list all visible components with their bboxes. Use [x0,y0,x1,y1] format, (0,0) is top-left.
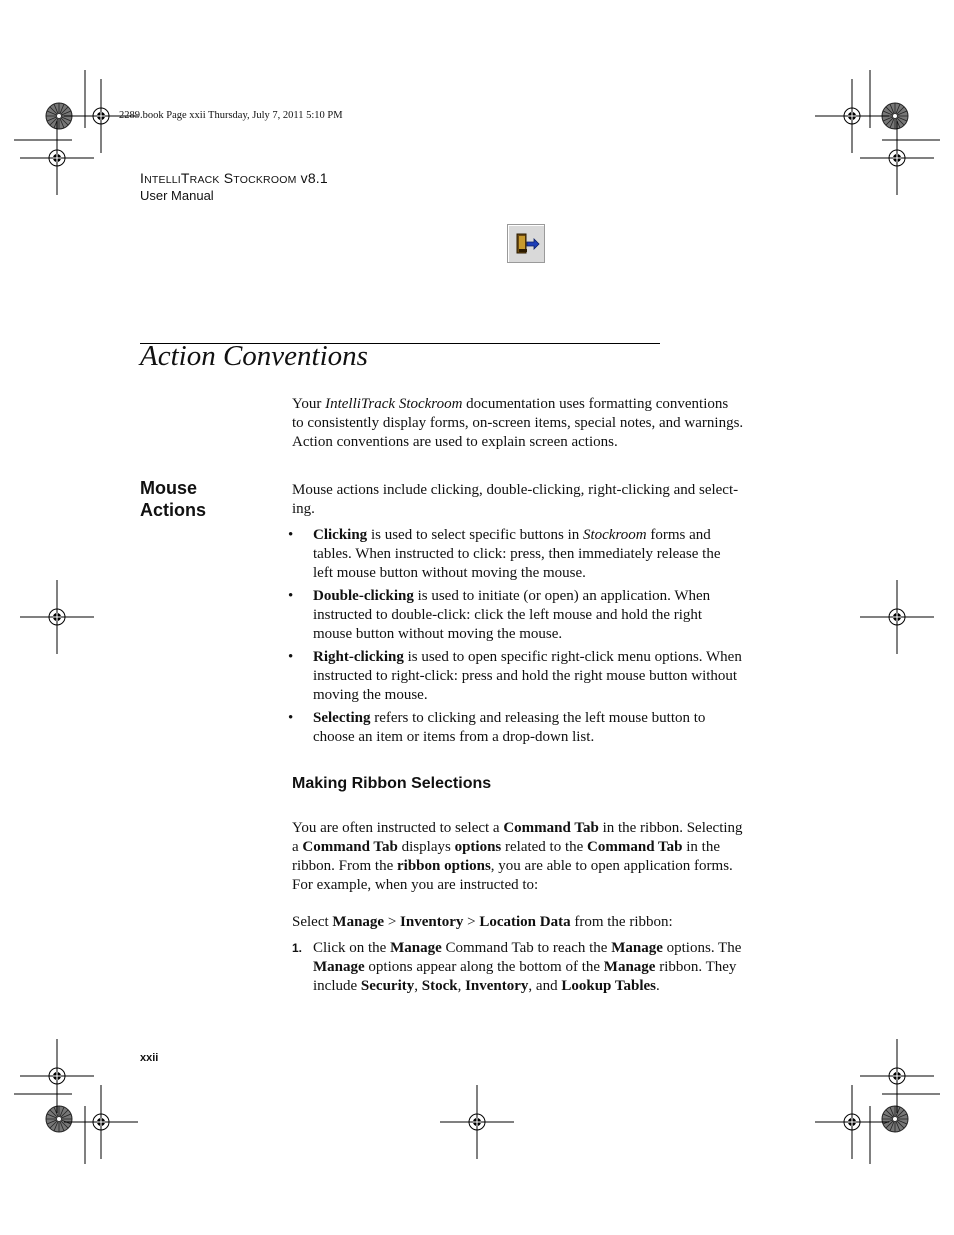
mouse-intro: Mouse actions include clicking, double-clicking, right-clicking and select- ing. [292,482,739,517]
list-item: • Double-clicking is used to initiate (or open) an application. When instructed to double-click: click the left mouse and hold the right mouse button without moving the mouse. [288,588,711,642]
page-number: xxii [140,1052,159,1064]
list-item: • Right-clicking is used to open specific right-click menu options. When instructed to right-click: press and hold the right mouse button without moving the mouse. [288,649,742,703]
list-item: • Selecting refers to clicking and releasing the left mouse button to choose an item or items from a drop-down list. [288,710,706,745]
running-header-product: INTELLITRACK STOCKROOM v8.1 [140,170,328,186]
print-slug: 2289.book Page xxii Thursday, July 7, 2011 5:10 PM [119,110,343,121]
exit-door-icon [508,225,544,262]
mouse-actions-heading: Mouse Actions [140,478,207,520]
ribbon-paragraph: You are often instructed to select a Command Tab in the ribbon. Selecting a Command Tab displays options related to the Command Tab in the ribbon. From the ribbon options, you are able to open application forms. For example, when you are instructed to: [292,820,743,893]
list-item: • Clicking is used to select specific buttons in Stockroom forms and tables. When instructed to click: press, then immediately release the left mouse button without moving the mouse. [288,527,721,581]
step-1: Click on the Manage Command Tab to reach the Manage options. The Manage options appear along the bottom of the Manage ribbon. They include Security, Stock, Inventory, and Lookup Tables. [313,940,742,994]
ribbon-select-path: Select Manage > Inventory > Location Data from the ribbon: [292,914,673,930]
intro-paragraph: Your IntelliTrack Stockroom documentation uses formatting conventions to consistently display forms, on-screen items, special notes, and warnings. Action conventions are used to explain screen actions. [292,396,744,450]
page-title: Action Conventions [140,340,368,372]
exit-button[interactable] [507,224,545,263]
ribbon-selections-heading: Making Ribbon Selections [292,775,492,792]
running-header-subtitle: User Manual [140,188,214,203]
step-number: 1. [292,941,303,955]
